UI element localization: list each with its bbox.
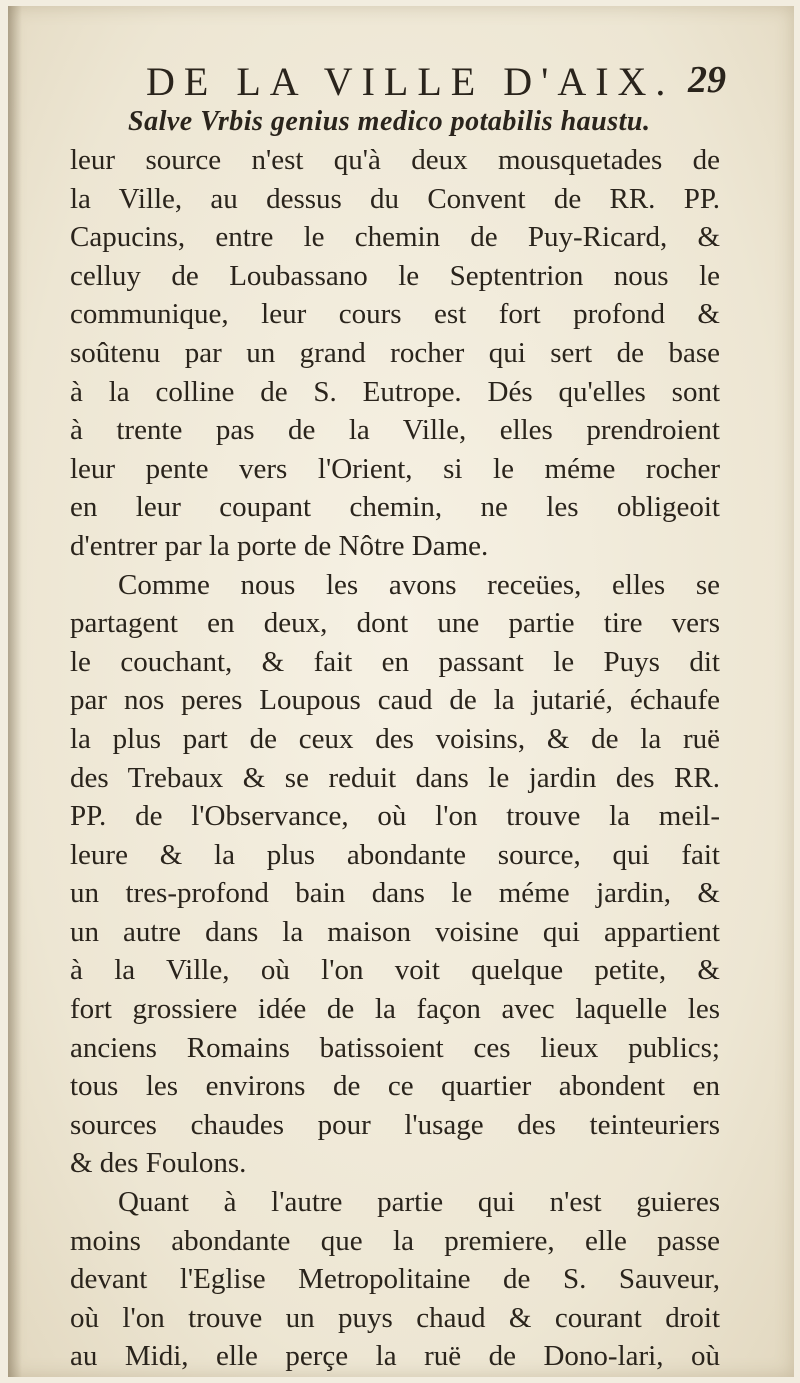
text-line: Comme nous les avons receües, elles se [118, 568, 720, 601]
text-line: un tres-profond bain dans le méme jardin, & [70, 877, 720, 910]
text-line: PP. de l'Observance, où l'on trouve la meil- [70, 800, 720, 833]
text-line: Quant à l'autre partie qui n'est guieres [118, 1186, 720, 1219]
text-line: à la Ville, où l'on voit quelque petite, & [70, 954, 720, 987]
text-line: des Trebaux & se reduit dans le jardin des RR. [70, 761, 720, 794]
text-line: un autre dans la maison voisine qui appartient [70, 915, 720, 948]
body-text [70, 141, 720, 1376]
text-line: & des Foulons. [70, 1147, 247, 1180]
text-line: au Midi, elle perçe la ruë de Dono-lari, où [70, 1340, 720, 1373]
text-line: Capucins, entre le chemin de Puy-Ricard, & [70, 221, 720, 254]
text-line: par nos peres Loupous caud de la jutarié, échaufe [70, 684, 720, 717]
text-line: soûtenu par un grand rocher qui sert de base [70, 336, 720, 369]
text-line: leure & la plus abondante source, qui fait [70, 838, 720, 871]
text-line: tous les environs de ce quartier abondent en [70, 1070, 720, 1103]
text-line: moins abondante que la premiere, elle passe [70, 1224, 720, 1257]
text-line: devant l'Eglise Metropolitaine de S. Sauveur, [70, 1263, 720, 1296]
text-line: fort grossiere idée de la façon avec laquelle les [70, 993, 720, 1026]
text-line: en leur coupant chemin, ne les obligeoit [70, 491, 720, 524]
text-line: anciens Romains batissoient ces lieux publics; [70, 1031, 720, 1064]
text-line: partagent en deux, dont une partie tire vers [70, 607, 720, 640]
text-line: la plus part de ceux des voisins, & de la ruë [70, 722, 720, 755]
page-header [146, 58, 726, 104]
text-line: le couchant, & fait en passant le Puys dit [70, 645, 720, 678]
text-line: à trente pas de la Ville, elles prendroient [70, 414, 720, 447]
text-line: à la colline de S. Eutrope. Dés qu'elles sont [70, 375, 720, 408]
page-number: 29 [688, 59, 726, 101]
book-page [8, 6, 794, 1377]
spine-shadow [8, 6, 22, 1377]
text-line: où l'on trouve un puys chaud & courant droit [70, 1301, 720, 1334]
text-line: d'entrer par la porte de Nôtre Dame. [70, 529, 489, 562]
running-head: DE LA VILLE D'AIX. [146, 59, 675, 104]
text-line: communique, leur cours est fort profond & [70, 298, 720, 331]
text-line: celluy de Loubassano le Septentrion nous le [70, 259, 720, 292]
text-line: la Ville, au dessus du Convent de RR. PP. [70, 182, 720, 215]
text-line: sources chaudes pour l'usage des teinteuriers [70, 1108, 720, 1141]
latin-motto: Salve Vrbis genius medico potabilis haustu. [128, 106, 651, 137]
text-line: leur source n'est qu'à deux mousquetades de [70, 144, 720, 176]
text-line: leur pente vers l'Orient, si le méme rocher [70, 452, 720, 485]
